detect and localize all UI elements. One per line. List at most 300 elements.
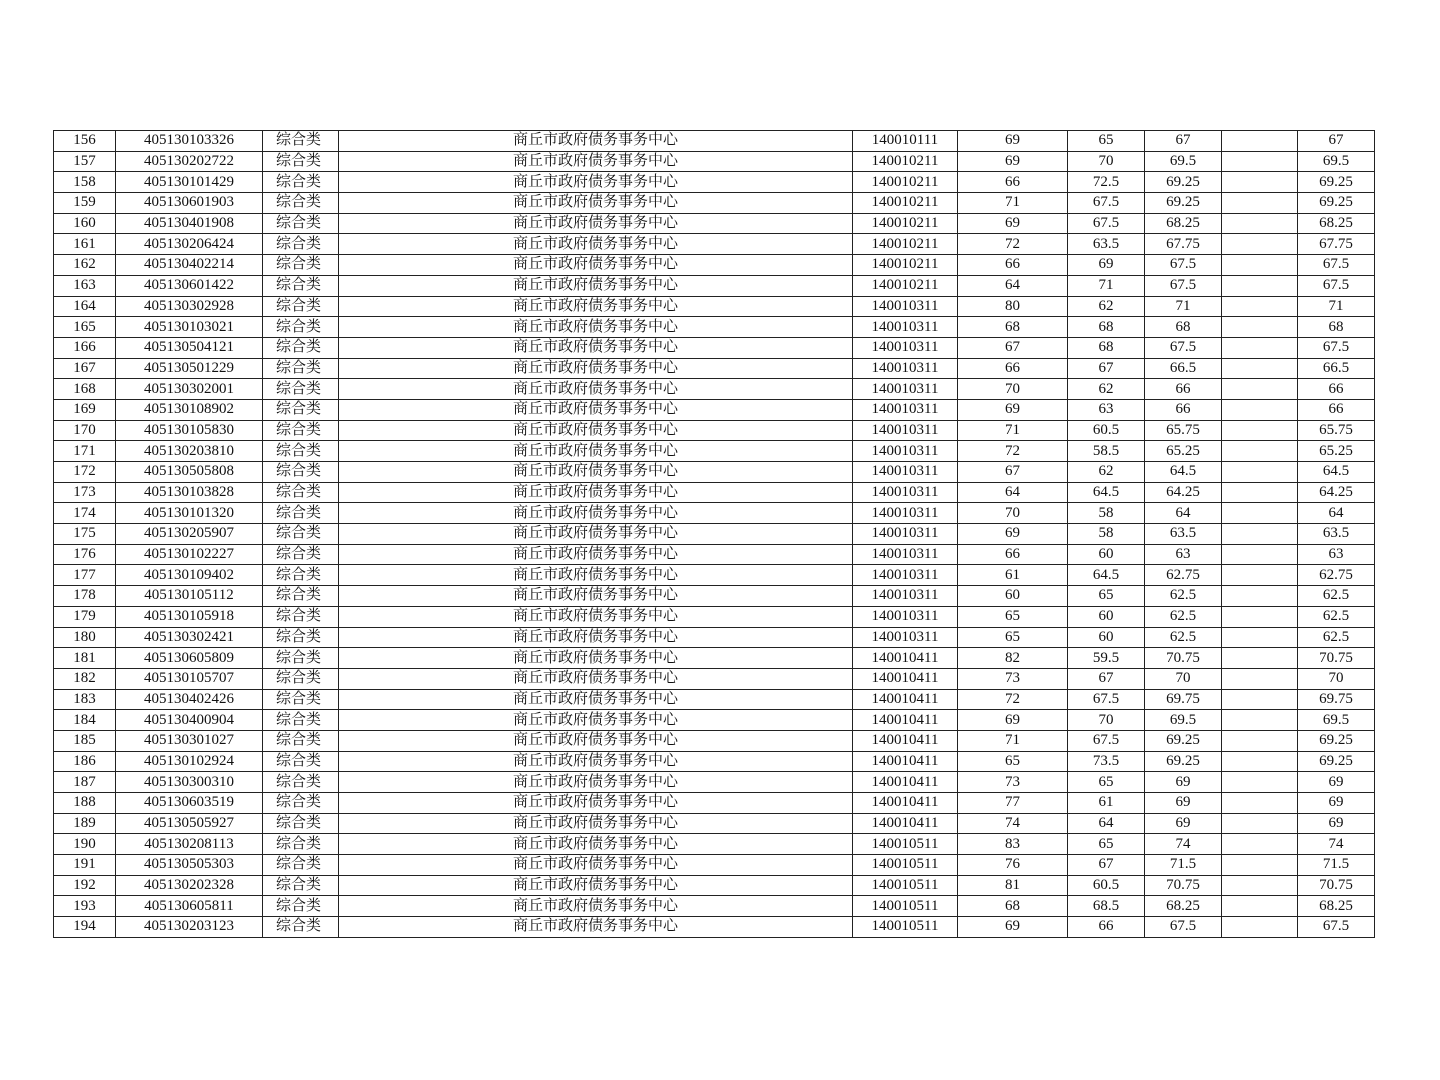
position-code-cell: 140010311 [853, 296, 958, 317]
category-cell: 综合类 [263, 834, 339, 855]
score-2-cell: 60 [1068, 544, 1145, 565]
exam-id-cell: 405130601422 [116, 275, 263, 296]
blank-cell [1222, 317, 1298, 338]
score-2-cell: 60 [1068, 606, 1145, 627]
blank-cell [1222, 875, 1298, 896]
total-score-cell: 64.25 [1298, 482, 1375, 503]
average-score-cell: 67.5 [1145, 917, 1222, 938]
row-number-cell: 182 [54, 668, 116, 689]
blank-cell [1222, 503, 1298, 524]
exam-id-cell: 405130401908 [116, 213, 263, 234]
average-score-cell: 70.75 [1145, 875, 1222, 896]
position-code-cell: 140010211 [853, 151, 958, 172]
employer-cell: 商丘市政府债务事务中心 [339, 275, 853, 296]
position-code-cell: 140010311 [853, 565, 958, 586]
position-code-cell: 140010311 [853, 337, 958, 358]
total-score-cell: 67.5 [1298, 275, 1375, 296]
position-code-cell: 140010311 [853, 544, 958, 565]
blank-cell [1222, 379, 1298, 400]
score-2-cell: 63.5 [1068, 234, 1145, 255]
average-score-cell: 65.25 [1145, 441, 1222, 462]
total-score-cell: 68 [1298, 317, 1375, 338]
average-score-cell: 67.5 [1145, 255, 1222, 276]
score-1-cell: 60 [958, 586, 1068, 607]
score-1-cell: 81 [958, 875, 1068, 896]
category-cell: 综合类 [263, 710, 339, 731]
total-score-cell: 70 [1298, 668, 1375, 689]
position-code-cell: 140010411 [853, 730, 958, 751]
exam-id-cell: 405130300310 [116, 772, 263, 793]
score-1-cell: 68 [958, 317, 1068, 338]
average-score-cell: 67.5 [1145, 337, 1222, 358]
score-1-cell: 69 [958, 131, 1068, 152]
row-number-cell: 187 [54, 772, 116, 793]
blank-cell [1222, 730, 1298, 751]
score-1-cell: 72 [958, 689, 1068, 710]
position-code-cell: 140010311 [853, 379, 958, 400]
score-1-cell: 82 [958, 648, 1068, 669]
average-score-cell: 66.5 [1145, 358, 1222, 379]
employer-cell: 商丘市政府债务事务中心 [339, 255, 853, 276]
score-1-cell: 64 [958, 275, 1068, 296]
average-score-cell: 64 [1145, 503, 1222, 524]
exam-id-cell: 405130302928 [116, 296, 263, 317]
score-1-cell: 77 [958, 793, 1068, 814]
row-number-cell: 173 [54, 482, 116, 503]
blank-cell [1222, 213, 1298, 234]
score-2-cell: 67 [1068, 855, 1145, 876]
row-number-cell: 190 [54, 834, 116, 855]
score-1-cell: 67 [958, 337, 1068, 358]
score-1-cell: 66 [958, 172, 1068, 193]
score-1-cell: 72 [958, 441, 1068, 462]
total-score-cell: 67.5 [1298, 255, 1375, 276]
score-1-cell: 65 [958, 751, 1068, 772]
average-score-cell: 63 [1145, 544, 1222, 565]
table-row [54, 213, 1375, 234]
score-2-cell: 62 [1068, 379, 1145, 400]
category-cell: 综合类 [263, 255, 339, 276]
exam-id-cell: 405130603519 [116, 793, 263, 814]
exam-id-cell: 405130402426 [116, 689, 263, 710]
average-score-cell: 67 [1145, 131, 1222, 152]
position-code-cell: 140010411 [853, 689, 958, 710]
score-1-cell: 66 [958, 255, 1068, 276]
table-row [54, 772, 1375, 793]
total-score-cell: 69 [1298, 813, 1375, 834]
position-code-cell: 140010211 [853, 172, 958, 193]
blank-cell [1222, 131, 1298, 152]
employer-cell: 商丘市政府债务事务中心 [339, 896, 853, 917]
total-score-cell: 69.25 [1298, 730, 1375, 751]
exam-id-cell: 405130105830 [116, 420, 263, 441]
row-number-cell: 162 [54, 255, 116, 276]
position-code-cell: 140010311 [853, 524, 958, 545]
score-1-cell: 69 [958, 151, 1068, 172]
employer-cell: 商丘市政府债务事务中心 [339, 193, 853, 214]
total-score-cell: 67.75 [1298, 234, 1375, 255]
table-row [54, 689, 1375, 710]
exam-id-cell: 405130504121 [116, 337, 263, 358]
table-row [54, 296, 1375, 317]
average-score-cell: 64.5 [1145, 462, 1222, 483]
category-cell: 综合类 [263, 855, 339, 876]
score-1-cell: 61 [958, 565, 1068, 586]
exam-id-cell: 405130102227 [116, 544, 263, 565]
total-score-cell: 69 [1298, 772, 1375, 793]
score-2-cell: 68 [1068, 337, 1145, 358]
table-row [54, 896, 1375, 917]
total-score-cell: 62.5 [1298, 606, 1375, 627]
position-code-cell: 140010311 [853, 399, 958, 420]
score-2-cell: 58.5 [1068, 441, 1145, 462]
score-table [53, 130, 1375, 938]
employer-cell: 商丘市政府债务事务中心 [339, 834, 853, 855]
position-code-cell: 140010211 [853, 193, 958, 214]
average-score-cell: 62.5 [1145, 586, 1222, 607]
score-2-cell: 60 [1068, 627, 1145, 648]
employer-cell: 商丘市政府债务事务中心 [339, 172, 853, 193]
exam-id-cell: 405130400904 [116, 710, 263, 731]
score-1-cell: 73 [958, 668, 1068, 689]
position-code-cell: 140010311 [853, 358, 958, 379]
position-code-cell: 140010511 [853, 917, 958, 938]
exam-id-cell: 405130103326 [116, 131, 263, 152]
total-score-cell: 71 [1298, 296, 1375, 317]
blank-cell [1222, 193, 1298, 214]
exam-id-cell: 405130501229 [116, 358, 263, 379]
score-2-cell: 67.5 [1068, 730, 1145, 751]
employer-cell: 商丘市政府债务事务中心 [339, 482, 853, 503]
exam-id-cell: 405130101429 [116, 172, 263, 193]
score-2-cell: 67.5 [1068, 689, 1145, 710]
employer-cell: 商丘市政府债务事务中心 [339, 544, 853, 565]
blank-cell [1222, 772, 1298, 793]
score-1-cell: 69 [958, 213, 1068, 234]
row-number-cell: 191 [54, 855, 116, 876]
table-row [54, 420, 1375, 441]
table-row [54, 275, 1375, 296]
exam-id-cell: 405130101320 [116, 503, 263, 524]
table-row [54, 875, 1375, 896]
position-code-cell: 140010211 [853, 255, 958, 276]
exam-id-cell: 405130202722 [116, 151, 263, 172]
row-number-cell: 172 [54, 462, 116, 483]
average-score-cell: 69 [1145, 772, 1222, 793]
employer-cell: 商丘市政府债务事务中心 [339, 648, 853, 669]
blank-cell [1222, 151, 1298, 172]
average-score-cell: 69 [1145, 813, 1222, 834]
exam-id-cell: 405130103828 [116, 482, 263, 503]
exam-id-cell: 405130205907 [116, 524, 263, 545]
score-2-cell: 65 [1068, 131, 1145, 152]
category-cell: 综合类 [263, 420, 339, 441]
position-code-cell: 140010311 [853, 482, 958, 503]
row-number-cell: 174 [54, 503, 116, 524]
blank-cell [1222, 296, 1298, 317]
category-cell: 综合类 [263, 917, 339, 938]
score-1-cell: 66 [958, 544, 1068, 565]
category-cell: 综合类 [263, 441, 339, 462]
blank-cell [1222, 648, 1298, 669]
position-code-cell: 140010211 [853, 234, 958, 255]
blank-cell [1222, 627, 1298, 648]
score-1-cell: 74 [958, 813, 1068, 834]
blank-cell [1222, 813, 1298, 834]
total-score-cell: 70.75 [1298, 648, 1375, 669]
table-row [54, 917, 1375, 938]
category-cell: 综合类 [263, 751, 339, 772]
category-cell: 综合类 [263, 627, 339, 648]
average-score-cell: 67.75 [1145, 234, 1222, 255]
position-code-cell: 140010511 [853, 896, 958, 917]
table-row [54, 793, 1375, 814]
score-2-cell: 59.5 [1068, 648, 1145, 669]
table-row [54, 317, 1375, 338]
score-2-cell: 62 [1068, 462, 1145, 483]
row-number-cell: 176 [54, 544, 116, 565]
total-score-cell: 67.5 [1298, 337, 1375, 358]
score-2-cell: 61 [1068, 793, 1145, 814]
total-score-cell: 69 [1298, 793, 1375, 814]
blank-cell [1222, 420, 1298, 441]
blank-cell [1222, 234, 1298, 255]
score-1-cell: 71 [958, 730, 1068, 751]
exam-id-cell: 405130505808 [116, 462, 263, 483]
category-cell: 综合类 [263, 399, 339, 420]
table-row [54, 337, 1375, 358]
score-2-cell: 70 [1068, 151, 1145, 172]
employer-cell: 商丘市政府债务事务中心 [339, 213, 853, 234]
category-cell: 综合类 [263, 813, 339, 834]
exam-id-cell: 405130605811 [116, 896, 263, 917]
blank-cell [1222, 358, 1298, 379]
score-2-cell: 65 [1068, 772, 1145, 793]
exam-id-cell: 405130208113 [116, 834, 263, 855]
average-score-cell: 62.75 [1145, 565, 1222, 586]
employer-cell: 商丘市政府债务事务中心 [339, 751, 853, 772]
score-2-cell: 68 [1068, 317, 1145, 338]
employer-cell: 商丘市政府债务事务中心 [339, 462, 853, 483]
category-cell: 综合类 [263, 131, 339, 152]
table-row [54, 751, 1375, 772]
table-row [54, 544, 1375, 565]
total-score-cell: 66 [1298, 379, 1375, 400]
row-number-cell: 188 [54, 793, 116, 814]
blank-cell [1222, 544, 1298, 565]
row-number-cell: 166 [54, 337, 116, 358]
employer-cell: 商丘市政府债务事务中心 [339, 689, 853, 710]
average-score-cell: 69 [1145, 793, 1222, 814]
category-cell: 综合类 [263, 503, 339, 524]
row-number-cell: 165 [54, 317, 116, 338]
position-code-cell: 140010311 [853, 503, 958, 524]
category-cell: 综合类 [263, 896, 339, 917]
table-row [54, 234, 1375, 255]
total-score-cell: 62.5 [1298, 586, 1375, 607]
table-body [54, 131, 1375, 938]
blank-cell [1222, 275, 1298, 296]
blank-cell [1222, 751, 1298, 772]
row-number-cell: 178 [54, 586, 116, 607]
blank-cell [1222, 586, 1298, 607]
row-number-cell: 185 [54, 730, 116, 751]
employer-cell: 商丘市政府债务事务中心 [339, 234, 853, 255]
row-number-cell: 184 [54, 710, 116, 731]
total-score-cell: 71.5 [1298, 855, 1375, 876]
table-row [54, 855, 1375, 876]
category-cell: 综合类 [263, 689, 339, 710]
employer-cell: 商丘市政府债务事务中心 [339, 399, 853, 420]
category-cell: 综合类 [263, 275, 339, 296]
category-cell: 综合类 [263, 730, 339, 751]
score-2-cell: 65 [1068, 834, 1145, 855]
blank-cell [1222, 855, 1298, 876]
row-number-cell: 160 [54, 213, 116, 234]
employer-cell: 商丘市政府债务事务中心 [339, 441, 853, 462]
average-score-cell: 68 [1145, 317, 1222, 338]
row-number-cell: 192 [54, 875, 116, 896]
exam-id-cell: 405130206424 [116, 234, 263, 255]
score-2-cell: 67 [1068, 358, 1145, 379]
score-1-cell: 69 [958, 917, 1068, 938]
exam-id-cell: 405130105112 [116, 586, 263, 607]
category-cell: 综合类 [263, 379, 339, 400]
blank-cell [1222, 834, 1298, 855]
table-row [54, 399, 1375, 420]
row-number-cell: 169 [54, 399, 116, 420]
table-row [54, 131, 1375, 152]
employer-cell: 商丘市政府债务事务中心 [339, 503, 853, 524]
total-score-cell: 69.25 [1298, 751, 1375, 772]
average-score-cell: 71.5 [1145, 855, 1222, 876]
total-score-cell: 67.5 [1298, 917, 1375, 938]
table-row [54, 668, 1375, 689]
row-number-cell: 183 [54, 689, 116, 710]
blank-cell [1222, 896, 1298, 917]
employer-cell: 商丘市政府债务事务中心 [339, 627, 853, 648]
employer-cell: 商丘市政府债务事务中心 [339, 875, 853, 896]
row-number-cell: 181 [54, 648, 116, 669]
average-score-cell: 69.25 [1145, 730, 1222, 751]
category-cell: 综合类 [263, 565, 339, 586]
score-2-cell: 64.5 [1068, 565, 1145, 586]
average-score-cell: 69.5 [1145, 151, 1222, 172]
score-2-cell: 60.5 [1068, 875, 1145, 896]
employer-cell: 商丘市政府债务事务中心 [339, 151, 853, 172]
exam-id-cell: 405130402214 [116, 255, 263, 276]
score-2-cell: 72.5 [1068, 172, 1145, 193]
score-2-cell: 69 [1068, 255, 1145, 276]
employer-cell: 商丘市政府债务事务中心 [339, 606, 853, 627]
employer-cell: 商丘市政府债务事务中心 [339, 793, 853, 814]
total-score-cell: 69.5 [1298, 151, 1375, 172]
employer-cell: 商丘市政府债务事务中心 [339, 855, 853, 876]
score-2-cell: 67.5 [1068, 193, 1145, 214]
average-score-cell: 71 [1145, 296, 1222, 317]
position-code-cell: 140010311 [853, 586, 958, 607]
score-2-cell: 58 [1068, 524, 1145, 545]
position-code-cell: 140010411 [853, 813, 958, 834]
score-1-cell: 72 [958, 234, 1068, 255]
score-1-cell: 70 [958, 503, 1068, 524]
table-row [54, 813, 1375, 834]
employer-cell: 商丘市政府债务事务中心 [339, 668, 853, 689]
table-row [54, 710, 1375, 731]
category-cell: 综合类 [263, 772, 339, 793]
category-cell: 综合类 [263, 193, 339, 214]
position-code-cell: 140010311 [853, 462, 958, 483]
employer-cell: 商丘市政府债务事务中心 [339, 730, 853, 751]
blank-cell [1222, 337, 1298, 358]
blank-cell [1222, 524, 1298, 545]
average-score-cell: 69.25 [1145, 193, 1222, 214]
blank-cell [1222, 399, 1298, 420]
category-cell: 综合类 [263, 462, 339, 483]
average-score-cell: 69.75 [1145, 689, 1222, 710]
table-row [54, 503, 1375, 524]
row-number-cell: 177 [54, 565, 116, 586]
exam-id-cell: 405130605809 [116, 648, 263, 669]
position-code-cell: 140010411 [853, 751, 958, 772]
total-score-cell: 69.25 [1298, 193, 1375, 214]
position-code-cell: 140010311 [853, 441, 958, 462]
score-1-cell: 69 [958, 399, 1068, 420]
employer-cell: 商丘市政府债务事务中心 [339, 772, 853, 793]
exam-id-cell: 405130102924 [116, 751, 263, 772]
employer-cell: 商丘市政府债务事务中心 [339, 358, 853, 379]
score-2-cell: 64.5 [1068, 482, 1145, 503]
average-score-cell: 65.75 [1145, 420, 1222, 441]
position-code-cell: 140010511 [853, 875, 958, 896]
category-cell: 综合类 [263, 296, 339, 317]
total-score-cell: 74 [1298, 834, 1375, 855]
row-number-cell: 171 [54, 441, 116, 462]
average-score-cell: 62.5 [1145, 627, 1222, 648]
row-number-cell: 186 [54, 751, 116, 772]
average-score-cell: 67.5 [1145, 275, 1222, 296]
blank-cell [1222, 441, 1298, 462]
score-1-cell: 67 [958, 462, 1068, 483]
exam-id-cell: 405130505927 [116, 813, 263, 834]
blank-cell [1222, 710, 1298, 731]
blank-cell [1222, 565, 1298, 586]
score-2-cell: 60.5 [1068, 420, 1145, 441]
table-row [54, 586, 1375, 607]
average-score-cell: 68.25 [1145, 896, 1222, 917]
row-number-cell: 159 [54, 193, 116, 214]
blank-cell [1222, 462, 1298, 483]
score-2-cell: 67.5 [1068, 213, 1145, 234]
score-1-cell: 66 [958, 358, 1068, 379]
row-number-cell: 156 [54, 131, 116, 152]
position-code-cell: 140010211 [853, 275, 958, 296]
score-2-cell: 73.5 [1068, 751, 1145, 772]
category-cell: 综合类 [263, 668, 339, 689]
exam-id-cell: 405130105918 [116, 606, 263, 627]
table-row [54, 627, 1375, 648]
position-code-cell: 140010311 [853, 317, 958, 338]
total-score-cell: 69.75 [1298, 689, 1375, 710]
table-row [54, 172, 1375, 193]
employer-cell: 商丘市政府债务事务中心 [339, 420, 853, 441]
category-cell: 综合类 [263, 586, 339, 607]
total-score-cell: 66.5 [1298, 358, 1375, 379]
employer-cell: 商丘市政府债务事务中心 [339, 586, 853, 607]
employer-cell: 商丘市政府债务事务中心 [339, 813, 853, 834]
score-2-cell: 64 [1068, 813, 1145, 834]
blank-cell [1222, 482, 1298, 503]
